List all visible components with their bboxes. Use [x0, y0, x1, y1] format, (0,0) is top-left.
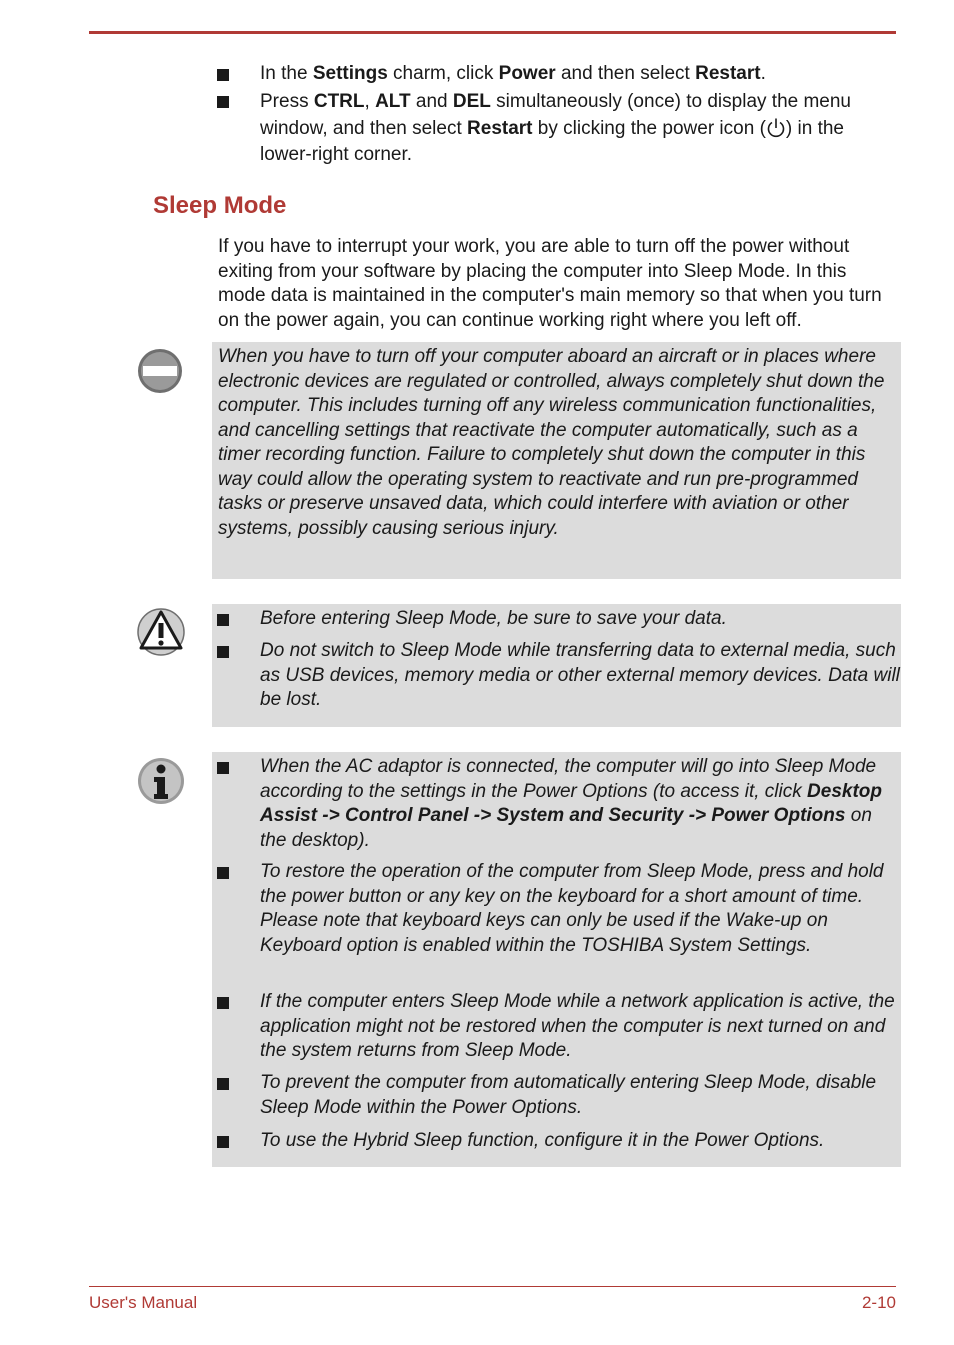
prohibited-text: When you have to turn off your computer aboard an aircraft or in places where electronic devices are regulated or controlled, always completely shut down the computer. This includes turning off any wireless communication functionalities, and cancelling settings that reactivate the computer automatically, such as a timer recording function. Failure to completely shut down the computer in this way could allow the operating system to reactivate and run pre-programmed tasks or preserve unsaved data, which could interfere with aviation or other systems, possibly causing serious injury. [218, 346, 885, 539]
bold-term: CTRL [313, 91, 365, 112]
caution-item-1: Before entering Sleep Mode, be sure to save your data. [260, 608, 727, 629]
bold-term: Power [498, 63, 556, 84]
text-run: by clicking the power icon ( [532, 117, 766, 139]
bullet-marker [217, 646, 229, 658]
text-run: When the AC adaptor is connected, the computer will go into Sleep Mode according to the settings in the Power Options (to access it, click [260, 756, 877, 802]
prohibited-icon [136, 347, 184, 395]
info-item-3 [260, 990, 900, 1064]
bullet-marker [217, 69, 229, 81]
text-run: and [410, 91, 453, 112]
text-run: and then select [555, 63, 696, 84]
text-run: , [364, 91, 376, 112]
intro-paragraph: If you have to interrupt your work, you are able to turn off the power without exiting from your software by placing the computer into Sleep Mode. In this mode data is maintained in the computer's main memory so that when you turn on the power again, you can continue working right where you left off. [218, 236, 882, 331]
top-bullet-2 [260, 89, 900, 169]
bullet-marker [217, 762, 229, 774]
text-run: To restore the operation of the computer from Sleep Mode, press and hold the power button or any key on the keyboard for a short amount of time. Please note that keyboard keys can only be used if the Wake-up on Keyboard option is enabled within the TOSHIBA System Settings. [260, 861, 884, 956]
power-icon [766, 117, 786, 139]
caution-item-2: Do not switch to Sleep Mode while transferring data to external media, such as USB devices, memory media or other external memory devices. Data will be lost. [260, 640, 900, 710]
header-rule [89, 31, 896, 34]
info-item-1 [260, 755, 900, 853]
text-run: . [760, 63, 766, 84]
info-item-4 [260, 1071, 900, 1120]
bold-term: ALT [375, 91, 411, 112]
text-run: If the computer enters Sleep Mode while a network application is active, the application might not be restored when the computer is next turned on and the system returns from Sleep Mode. [260, 991, 895, 1061]
text-run: Press [260, 91, 314, 112]
top-bullet-1 [260, 62, 900, 87]
info-icon [136, 756, 186, 806]
text-run: To use the Hybrid Sleep function, configure it in the Power Options. [260, 1130, 825, 1151]
footer-title: User's Manual [89, 1293, 198, 1312]
text-run: In the [260, 63, 313, 84]
bullet-marker [217, 867, 229, 879]
bold-term: Settings [312, 63, 388, 84]
bullet-marker [217, 96, 229, 108]
bullet-marker [217, 997, 229, 1009]
text-run: charm, click [387, 63, 499, 84]
text-run: on the desktop). [260, 805, 872, 851]
bullet-marker [217, 1136, 229, 1148]
footer-rule [89, 1286, 896, 1287]
text-run: ) in the lower-right corner. [260, 117, 844, 165]
bold-term: Restart [467, 117, 533, 139]
page-number: 2-10 [861, 1293, 896, 1312]
section-title: Sleep Mode [153, 192, 287, 219]
bold-term: Restart [695, 63, 761, 84]
text-run: simultaneously (once) to display the menu window, and then select [260, 91, 852, 139]
bold-term: DEL [452, 91, 491, 112]
bullet-marker [217, 614, 229, 626]
warning-icon [136, 607, 186, 657]
info-item-2 [260, 860, 900, 958]
bold-term: Desktop Assist -> Control Panel -> System and Security -> Power Options [260, 780, 882, 826]
info-item-5 [260, 1129, 900, 1154]
bullet-marker [217, 1078, 229, 1090]
text-run: To prevent the computer from automatically entering Sleep Mode, disable Sleep Mode within the Power Options. [260, 1072, 877, 1118]
